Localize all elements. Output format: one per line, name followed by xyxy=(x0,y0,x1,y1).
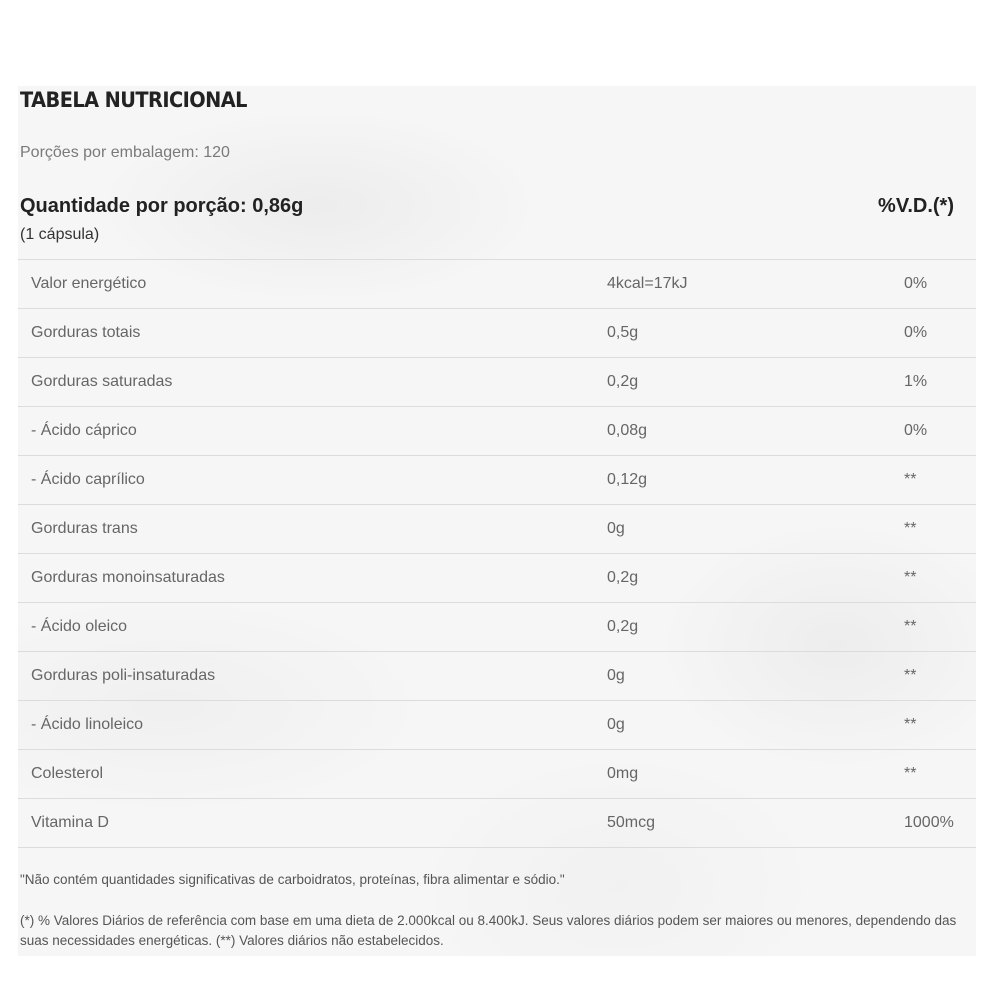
nutrient-daily-value: 1% xyxy=(904,373,928,390)
nutrient-name: Colesterol xyxy=(31,765,104,782)
table-row xyxy=(18,749,976,798)
nutrient-daily-value: 0% xyxy=(904,275,928,292)
nutrient-amount: 0,12g xyxy=(607,471,648,488)
nutrient-amount: 50mcg xyxy=(607,814,656,831)
nutrient-daily-value: 0% xyxy=(904,324,928,341)
table-row xyxy=(18,259,976,308)
table-row xyxy=(18,455,976,504)
nutrient-name: - Ácido oleico xyxy=(31,618,128,635)
nutrient-name: Gorduras saturadas xyxy=(31,373,173,390)
nutrient-amount: 0g xyxy=(607,716,625,733)
nutrient-name: Vitamina D xyxy=(31,814,109,831)
footnote-daily-values: (*) % Valores Diários de referência com base em uma dieta de 2.000kcal ou 8.400kJ. Seus valores diários podem ser maiores ou menores, dependendo das suas necessidades energéticas. (**) Valores diários não estabelecidos. xyxy=(20,913,957,948)
nutrient-name: Gorduras trans xyxy=(31,520,138,537)
serving-size-heading: Quantidade por porção: 0,86g xyxy=(20,195,304,217)
nutrient-daily-value: ** xyxy=(904,618,917,635)
nutrient-amount: 0,2g xyxy=(607,618,639,635)
footnote-not-significant: "Não contém quantidades significativas de carboidratos, proteínas, fibra alimentar e sódio." xyxy=(20,872,565,887)
table-row xyxy=(18,504,976,553)
nutrient-amount: 4kcal=17kJ xyxy=(607,275,688,292)
nutrient-daily-value: ** xyxy=(904,569,917,586)
nutrient-daily-value: ** xyxy=(904,471,917,488)
table-row xyxy=(18,357,976,406)
table-row xyxy=(18,798,976,848)
nutrient-amount: 0,2g xyxy=(607,373,639,390)
nutrient-name: Gorduras poli-insaturadas xyxy=(31,667,216,684)
portions-per-package: Porções por embalagem: 120 xyxy=(20,144,230,161)
nutrient-amount: 0,5g xyxy=(607,324,639,341)
nutrient-daily-value: ** xyxy=(904,716,917,733)
nutrient-amount: 0g xyxy=(607,667,625,684)
nutrient-daily-value: ** xyxy=(904,667,917,684)
nutrient-amount: 0,2g xyxy=(607,569,639,586)
nutrient-name: Gorduras totais xyxy=(31,324,141,341)
nutrition-table xyxy=(18,259,976,848)
nutrient-name: - Ácido caprílico xyxy=(31,471,145,488)
table-row xyxy=(18,406,976,455)
table-row xyxy=(18,651,976,700)
nutrient-amount: 0mg xyxy=(607,765,639,782)
serving-size-unit: (1 cápsula) xyxy=(20,226,100,243)
table-row xyxy=(18,700,976,749)
nutrient-amount: 0,08g xyxy=(607,422,648,439)
table-row xyxy=(18,553,976,602)
daily-value-heading: %V.D.(*) xyxy=(878,195,954,217)
nutrient-daily-value: ** xyxy=(904,520,917,537)
nutrient-daily-value: ** xyxy=(904,765,917,782)
nutrient-name: Gorduras monoinsaturadas xyxy=(31,569,225,586)
table-row xyxy=(18,602,976,651)
page-title: TABELA NUTRICIONAL xyxy=(20,88,247,112)
nutrient-name: - Ácido linoleico xyxy=(31,716,144,733)
nutrient-daily-value: 0% xyxy=(904,422,928,439)
nutrient-name: - Ácido cáprico xyxy=(31,422,137,439)
nutrient-daily-value: 1000% xyxy=(904,814,954,831)
nutrient-name: Valor energético xyxy=(31,275,147,292)
nutrient-amount: 0g xyxy=(607,520,625,537)
table-row xyxy=(18,308,976,357)
